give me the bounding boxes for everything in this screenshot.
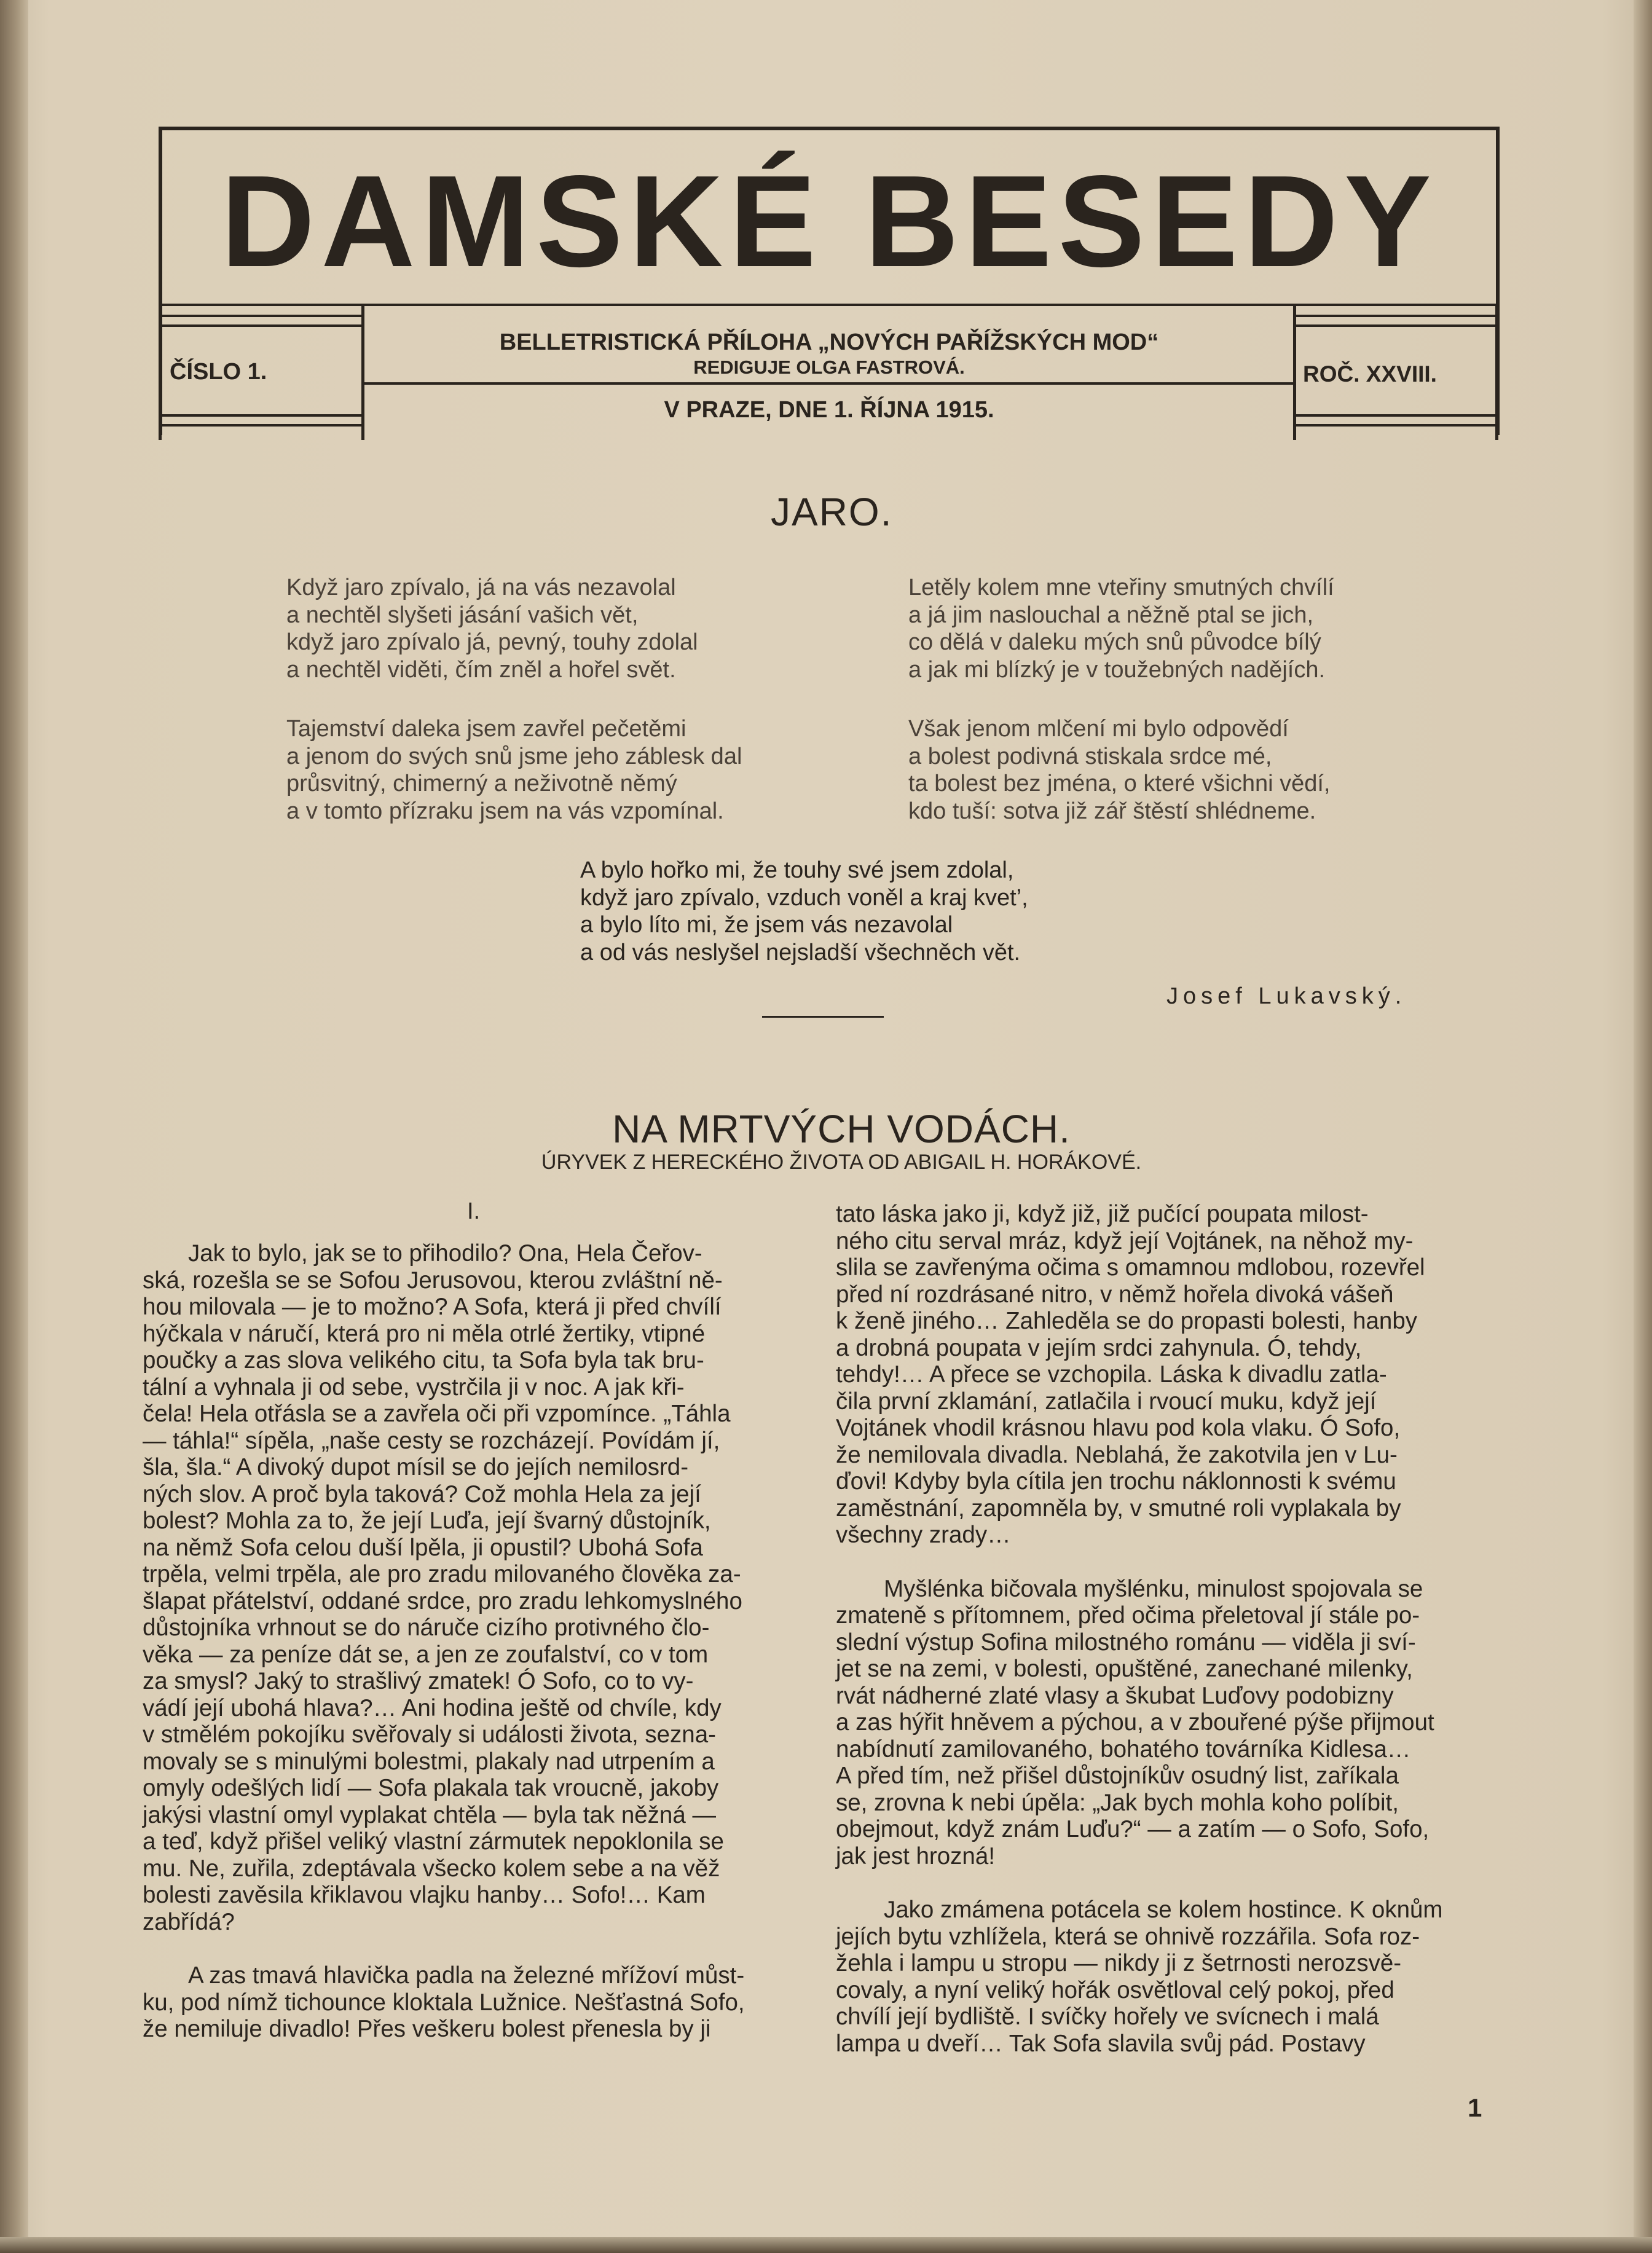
masthead-editor: REDIGUJE OLGA FASTROVÁ. (693, 356, 965, 378)
verse-line: Letěly kolem mne vteřiny smutných chvílí (908, 575, 1334, 600)
issue-date: V PRAZE, DNE 1. ŘÍJNA 1915. (664, 397, 994, 423)
poem-stanza (286, 574, 698, 683)
masthead-title: DAMSKÉ BESEDY (221, 148, 1438, 294)
verse-line: a bolest podivná stiskala srdce mé, (908, 743, 1272, 769)
verse-line: průsvitný, chimerný a neživotně němý (286, 771, 677, 796)
text-line: trpěla, velmi trpěla, ale pro zradu milovaného člověka za- (143, 1561, 741, 1587)
text-line: omyly odešlých lidí — Sofa plakala tak vroucně, jakoby (143, 1775, 719, 1801)
text-line: tehdy!… A přece se vzchopila. Láska k divadlu zatla- (836, 1361, 1387, 1388)
text-line: ných slov. A proč byla taková? Což mohla Hela za její (143, 1480, 701, 1508)
divider (159, 306, 162, 440)
paragraph-gap (143, 1935, 745, 1962)
masthead-subtitle: BELLETRISTICKÁ PŘÍLOHA „NOVÝCH PAŘÍŽSKÝCH MOD“ (499, 329, 1159, 355)
text-line: čela! Hela otřásla se a zavřela oči při vzpomínce. „Táhla (143, 1401, 731, 1427)
text-line: obejmout, když znám Luďu?“ — a zatím — o Sofo, Sofo, (836, 1816, 1430, 1842)
verse-line: a nechtěl viděti, čím zněl a hořel svět. (286, 656, 676, 683)
verse-line: Tajemství daleka jsem zavřel pečetěmi (286, 716, 686, 742)
rule (159, 315, 364, 317)
chapter-number: I. (467, 1198, 481, 1224)
verse-line: Když jaro zpívalo, já na vás nezavolal (286, 575, 676, 600)
verse-line: ta bolest bez jména, o které všichni vědí, (908, 771, 1331, 796)
story-title: NA MRTVÝCH VODÁCH. (612, 1107, 1071, 1151)
text-line: na němž Sofa celou duší lpěla, ji opustil? Ubohá Sofa (143, 1534, 703, 1561)
text-line: zmateně s přítomnem, před očima přeletoval jí stále po- (836, 1602, 1420, 1629)
verse-line: a bylo líto mi, že jsem vás nezavolal (580, 912, 953, 938)
text-line: před ní rozdrásané nitro, v němž hořela divoká vášeň (836, 1281, 1394, 1308)
text-line: v stmělém pokojíku svěřovaly si události života, sezna- (143, 1721, 716, 1748)
text-line: rvát nádherné zlaté vlasy a škubat Luďovy podobizny (836, 1682, 1394, 1709)
text-line: jejích bytu vzhlížela, která se ohnivě rozzářila. Sofa roz- (836, 1923, 1420, 1950)
text-line: jak jest hrozná! (836, 1842, 995, 1870)
text-line: všechny zrady… (836, 1522, 1011, 1548)
text-line: a drobná poupata v jejím srdci zahynula. Ó, tehdy, (836, 1334, 1362, 1361)
text-line: šla, šla.“ A divoký dupot mísil se do jejích nemilosrd- (143, 1454, 689, 1480)
text-line: žehla i lampu u stropu — nikdy ji z šetrnosti nerozsvě- (836, 1950, 1402, 1976)
text-line: k ženě jiného… Zahleděla se do propasti bolesti, hanby (836, 1308, 1417, 1334)
masthead (159, 127, 1500, 435)
verse-line: a od vás neslyšel nejsladší všechněch vět. (580, 939, 1021, 965)
text-line: tato láska jako ji, když již, již pučící poupata milost- (836, 1201, 1369, 1227)
text-line: hou milovala — je to možno? A Sofa, která ji před chvílí (143, 1294, 722, 1320)
text-line: slila se zavřenýma očima s omamnou mdlobou, rozevřel (836, 1254, 1425, 1281)
text-line: věka — za peníze dát se, a jen ze zoufalství, co v tom (143, 1641, 709, 1668)
issue-number: ČÍSLO 1. (170, 359, 267, 385)
verse-line: co dělá v daleku mých snů původce bílý (908, 629, 1321, 655)
story-subtitle: ÚRYVEK Z HERECKÉHO ŽIVOTA OD ABIGAIL H. HORÁKOVÉ. (541, 1150, 1142, 1174)
verse-line: a nechtěl slyšeti jásání vašich vět, (286, 602, 639, 628)
text-line: bolest? Mohla za to, že její Luďa, její švarný důstojník, (143, 1508, 711, 1534)
verse-line: když jaro zpívalo, vzduch voněl a kraj kvet’, (580, 884, 1028, 911)
verse-line: a jak mi blízký je v toužebných nadějích. (908, 656, 1326, 683)
text-line: hýčkala v náručí, která pro ni měla otrlé žertiky, vtipné (143, 1320, 706, 1347)
page-number: 1 (1468, 2093, 1482, 2122)
story-column-right (836, 1201, 1443, 2057)
rule (1294, 414, 1500, 417)
text-line: se, zrovna k nebi úpěla: „Jak bych mohla koho políbit, (836, 1789, 1399, 1816)
verse-line: a já jim naslouchal a něžně ptal se jich, (908, 602, 1314, 628)
verse-line: když jaro zpívalo já, pevný, touhy zdolal (286, 629, 698, 655)
text-line: mu. Ne, zuřila, zdeptávala všecko kolem sebe a na věž (143, 1855, 720, 1882)
text-line: bolesti zavěsila křiklavou vlajku hanby… Sofo!… Kam (143, 1882, 706, 1908)
text-line: ská, rozešla se se Sofou Jerusovou, kterou zvláštní ně- (143, 1267, 723, 1294)
text-line: poučky a zas slova velikého citu, ta Sofa byla tak bru- (143, 1347, 704, 1374)
verse-line: Však jenom mlčení mi bylo odpovědí (908, 716, 1289, 742)
text-line: slední výstup Sofina milostného románu — viděla ji sví- (836, 1629, 1416, 1656)
rule (1294, 315, 1500, 317)
text-line: Vojtánek vhodil krásnou hlavu pod kola vlaku. Ó Sofo, (836, 1415, 1401, 1441)
text-line: movaly se s minulými bolestmi, plakaly nad utrpením a (143, 1748, 715, 1775)
verse-line: A bylo hořko mi, že touhy své jsem zdolal, (580, 857, 1014, 883)
text-line: že nemiluje divadlo! Přes veškeru bolest přenesla by ji (143, 2016, 711, 2042)
volume-number: ROČ. XXVIII. (1303, 361, 1437, 387)
text-line: jet se na zemi, v bolesti, opuštěné, zanechané milenky, (836, 1656, 1413, 1682)
text-line: ďovi! Kdyby byla cítila jen trochu náklonnosti k svému (836, 1468, 1396, 1495)
text-line: čila první zklamání, zatlačila i rvoucí muku, když její (836, 1388, 1377, 1415)
rule (159, 424, 364, 427)
text-line: nabídnutí zamilovaného, bohatého továrníka Kidlesa… (836, 1736, 1411, 1763)
text-line: chvílí její bydliště. I svíčky hořely ve svícnech i malá (836, 2003, 1379, 2030)
page-edge-bottom (0, 2237, 1652, 2253)
text-line: A před tím, než přišel důstojníkův osudný list, zaříkala (836, 1763, 1399, 1789)
rule (159, 414, 364, 417)
text-line: vádí její ubohá hlava?… Ani hodina ještě od chvíle, kdy (143, 1694, 722, 1721)
text-line: jakýsi vlastní omyl vyplakat chtěla — byla tak něžná — (143, 1801, 716, 1828)
verse-line: kdo tuší: sotva již zář štěstí shlédneme. (908, 798, 1316, 824)
poem-author: Josef Lukavský. (1166, 983, 1407, 1009)
poem-final-stanza (580, 857, 1028, 966)
text-line: covaly, a nyní veliký hořák osvětloval celý pokoj, před (836, 1976, 1394, 2003)
rule (364, 382, 1294, 385)
rule (159, 324, 364, 327)
text-line: důstojníka vrhnout se do náruče cizího protivného člo- (143, 1614, 710, 1641)
text-line: A zas tmavá hlavička padla na železné mřížoví můst- (188, 1962, 745, 1989)
text-line: šlapat přátelství, oddané srdce, pro zradu lehkomyslného (143, 1587, 742, 1614)
text-line: tální a vyhnala ji od sebe, vystrčila ji v noc. A jak kři- (143, 1374, 685, 1401)
text-line: Jak to bylo, jak se to přihodilo? Ona, Hela Čeřov- (188, 1240, 702, 1267)
verse-line: a jenom do svých snů jsme jeho záblesk dal (286, 743, 742, 769)
poem-stanza (908, 715, 1330, 825)
text-line: — táhla!“ sípěla, „naše cesty se rozcházejí. Povídám jí, (143, 1427, 720, 1454)
rule (1294, 424, 1500, 427)
paragraph-gap (836, 1870, 1443, 1897)
divider (1495, 306, 1498, 440)
text-line: a teď, když přišel veliký vlastní zármutek nepoklonila se (143, 1828, 724, 1855)
story-column-left (143, 1240, 745, 2043)
text-line: zabřídá? (143, 1908, 235, 1935)
text-line: Jako zmámena potácela se kolem hostince. K oknům (884, 1897, 1443, 1923)
paragraph-gap (836, 1549, 1443, 1576)
text-line: a zas hýřit hněvem a pýchou, a v zbouřené pýše přijmout (836, 1709, 1434, 1736)
verse-line: a v tomto přízraku jsem na vás vzpomínal. (286, 798, 724, 824)
poem-stanza (286, 715, 742, 825)
text-line: za smysl? Jaký to strašlivý zmatek! Ó Sofo, co to vy- (143, 1668, 694, 1694)
rule (1294, 324, 1500, 327)
text-line: ku, pod nímž tichounce kloktala Lužnice. Nešťastná Sofo, (143, 1989, 745, 2016)
section-divider (762, 1016, 884, 1018)
text-line: Myšlénka bičovala myšlénku, minulost spojovala se (884, 1575, 1423, 1602)
masthead-band (159, 304, 1500, 439)
text-line: zaměstnání, zapomněla by, v smutné roli vyplakala by (836, 1495, 1401, 1522)
text-line: lampa u dveří… Tak Sofa slavila svůj pád. Postavy (836, 2030, 1366, 2057)
poem-stanza (908, 574, 1334, 683)
poem-title: JARO. (771, 490, 893, 534)
text-line: že nemilovala divadla. Neblahá, že zakotvila jen v Lu- (836, 1441, 1398, 1468)
text-line: ného citu serval mráz, když její Vojtánek, na něhož my- (836, 1227, 1414, 1254)
